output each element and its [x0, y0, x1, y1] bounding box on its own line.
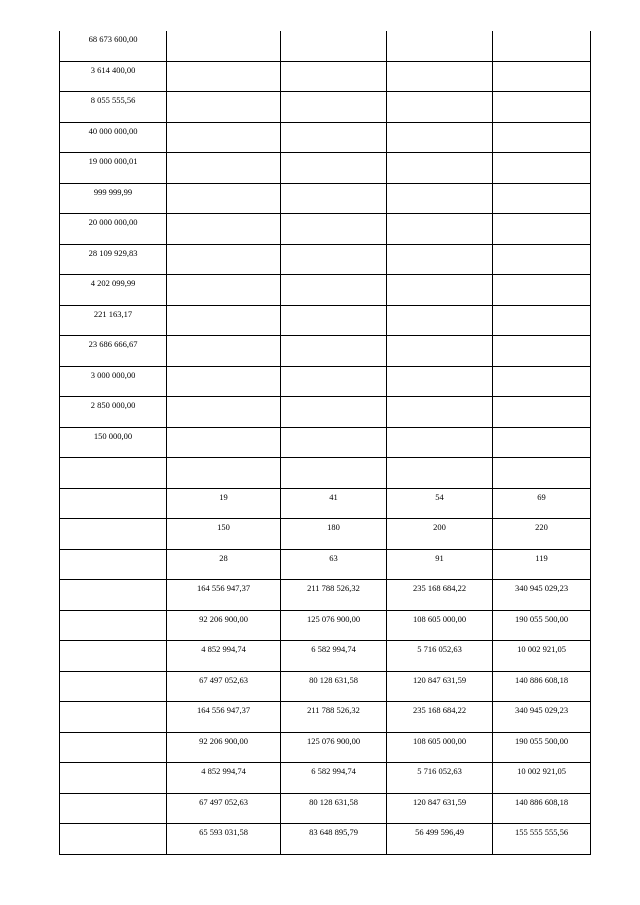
cell-value — [493, 62, 590, 64]
cell-value — [281, 31, 386, 33]
table-row — [60, 702, 591, 733]
table-cell — [387, 671, 493, 702]
table-cell — [167, 275, 281, 306]
table-cell — [493, 214, 591, 245]
cell-value — [387, 336, 492, 338]
cell-value: 235 168 684,22 — [412, 705, 467, 715]
table-row — [60, 153, 591, 184]
table-cell — [167, 305, 281, 336]
table-cell — [167, 793, 281, 824]
table-cell — [387, 366, 493, 397]
table-row — [60, 336, 591, 367]
cell-value: 68 673 600,00 — [88, 34, 138, 44]
cell-value — [167, 367, 280, 369]
cell-value — [60, 733, 166, 735]
cell-value: 4 202 099,99 — [90, 278, 136, 288]
cell-value: 211 788 526,32 — [307, 705, 360, 715]
data-table — [59, 31, 591, 855]
cell-value: 69 — [537, 491, 546, 502]
cell-value: 190 055 500,00 — [514, 613, 569, 624]
table-cell — [167, 824, 281, 855]
cell-value: 340 945 029,23 — [514, 583, 569, 593]
table-row — [60, 427, 591, 458]
table-cell — [167, 610, 281, 641]
table-cell — [167, 641, 281, 672]
table-cell — [493, 519, 591, 550]
table-cell — [281, 488, 387, 519]
cell-value: 211 788 526,32 — [307, 583, 360, 593]
cell-value — [493, 92, 590, 94]
cell-value — [281, 336, 386, 338]
table-row — [60, 122, 591, 153]
cell-value — [387, 184, 492, 186]
table-cell — [493, 275, 591, 306]
table-cell — [281, 214, 387, 245]
table-row — [60, 458, 591, 489]
cell-value — [167, 397, 280, 399]
cell-value — [167, 31, 280, 33]
cell-value — [60, 824, 166, 826]
table-cell — [493, 580, 591, 611]
table-cell — [60, 427, 167, 458]
cell-value: 10 002 921,05 — [517, 766, 566, 776]
cell-value — [281, 367, 386, 369]
table-cell — [60, 122, 167, 153]
cell-value — [167, 62, 280, 64]
table-row — [60, 763, 591, 794]
cell-value: 4 852 994,74 — [201, 766, 246, 776]
cell-value — [387, 367, 492, 369]
table-cell — [387, 183, 493, 214]
cell-value: 83 648 895,79 — [309, 827, 358, 837]
cell-value — [493, 428, 590, 430]
table-cell — [167, 244, 281, 275]
cell-value — [387, 458, 492, 460]
cell-value: 19 — [219, 491, 228, 502]
cell-value — [281, 123, 386, 125]
cell-value: 5 716 052,63 — [417, 644, 462, 654]
table-row — [60, 275, 591, 306]
cell-value: 155 555 555,56 — [514, 827, 569, 837]
table-row — [60, 31, 591, 61]
table-cell — [167, 153, 281, 184]
table-cell — [493, 244, 591, 275]
table-cell — [167, 458, 281, 489]
table-cell — [387, 92, 493, 123]
cell-value — [167, 92, 280, 94]
cell-value: 56 499 596,49 — [415, 827, 464, 837]
table-row — [60, 641, 591, 672]
cell-value: 6 582 994,74 — [311, 766, 356, 776]
cell-value — [387, 397, 492, 399]
table-cell — [281, 366, 387, 397]
table-row — [60, 549, 591, 580]
cell-value — [281, 458, 386, 460]
table-cell — [281, 427, 387, 458]
cell-value: 164 556 947,37 — [196, 705, 251, 715]
cell-value: 140 886 608,18 — [514, 674, 569, 685]
cell-value: 6 582 994,74 — [311, 644, 356, 654]
table-cell — [281, 61, 387, 92]
table-cell — [281, 580, 387, 611]
table-cell — [493, 824, 591, 855]
cell-value — [493, 123, 590, 125]
table-cell — [60, 671, 167, 702]
table-row — [60, 92, 591, 123]
cell-value: 164 556 947,37 — [196, 583, 251, 593]
cell-value: 340 945 029,23 — [514, 705, 569, 715]
table-cell — [493, 610, 591, 641]
cell-value: 28 — [219, 552, 228, 563]
table-cell — [387, 397, 493, 428]
table-cell — [493, 153, 591, 184]
cell-value — [167, 153, 280, 155]
table-cell — [60, 732, 167, 763]
table-cell — [167, 397, 281, 428]
table-row — [60, 183, 591, 214]
cell-value: 10 002 921,05 — [517, 644, 566, 654]
table-cell — [493, 92, 591, 123]
cell-value — [60, 489, 166, 491]
cell-value: 65 593 031,58 — [199, 827, 248, 837]
table-cell — [60, 488, 167, 519]
table-cell — [387, 336, 493, 367]
cell-value: 140 886 608,18 — [514, 796, 569, 807]
cell-value — [493, 306, 590, 308]
table-cell — [60, 702, 167, 733]
table-cell — [60, 153, 167, 184]
cell-value: 28 109 929,83 — [88, 247, 138, 258]
table-cell — [167, 519, 281, 550]
cell-value — [60, 611, 166, 613]
cell-value — [387, 62, 492, 64]
table-row — [60, 61, 591, 92]
table-cell — [281, 122, 387, 153]
table-cell — [60, 793, 167, 824]
table-cell — [493, 183, 591, 214]
table-cell — [493, 763, 591, 794]
cell-value — [387, 214, 492, 216]
cell-value — [167, 275, 280, 277]
table-cell — [60, 275, 167, 306]
cell-value — [387, 275, 492, 277]
table-cell — [281, 763, 387, 794]
cell-value — [281, 184, 386, 186]
cell-value — [167, 214, 280, 216]
table-cell — [167, 92, 281, 123]
cell-value: 41 — [329, 491, 338, 502]
table-cell — [493, 488, 591, 519]
cell-value: 108 605 000,00 — [412, 613, 467, 624]
cell-value — [167, 123, 280, 125]
cell-value — [493, 275, 590, 277]
table-cell — [387, 610, 493, 641]
cell-value — [281, 306, 386, 308]
cell-value — [60, 641, 166, 643]
table-cell — [167, 183, 281, 214]
table-cell — [493, 732, 591, 763]
table-cell — [493, 671, 591, 702]
cell-value: 5 716 052,63 — [417, 766, 462, 776]
table-cell — [167, 336, 281, 367]
cell-value: 221 163,17 — [93, 308, 133, 319]
table-cell — [281, 732, 387, 763]
cell-value: 91 — [435, 552, 444, 563]
table-cell — [281, 397, 387, 428]
cell-value: 20 000 000,00 — [88, 217, 138, 227]
table-cell — [60, 641, 167, 672]
cell-value — [493, 184, 590, 186]
table-cell — [387, 580, 493, 611]
cell-value — [60, 580, 166, 582]
table-cell — [60, 519, 167, 550]
cell-value: 54 — [435, 491, 444, 502]
table-cell — [387, 275, 493, 306]
table-cell — [493, 122, 591, 153]
cell-value — [281, 92, 386, 94]
cell-value: 200 — [433, 522, 446, 532]
cell-value: 190 055 500,00 — [514, 735, 569, 746]
table-cell — [281, 702, 387, 733]
table-cell — [60, 824, 167, 855]
cell-value: 19 000 000,01 — [88, 156, 138, 166]
table-cell — [60, 458, 167, 489]
cell-value — [493, 214, 590, 216]
table-cell — [167, 549, 281, 580]
table-cell — [387, 549, 493, 580]
cell-value — [387, 428, 492, 430]
table-cell — [387, 214, 493, 245]
table-row — [60, 671, 591, 702]
cell-value — [60, 794, 166, 796]
cell-value — [167, 428, 280, 430]
table-cell — [281, 153, 387, 184]
cell-value: 92 206 900,00 — [199, 735, 248, 746]
table-cell — [167, 580, 281, 611]
cell-value — [60, 519, 166, 521]
cell-value — [281, 62, 386, 64]
table-cell — [387, 153, 493, 184]
table-cell — [60, 61, 167, 92]
cell-value — [387, 31, 492, 33]
table-cell — [60, 610, 167, 641]
cell-value: 150 000,00 — [93, 430, 133, 441]
table-cell — [387, 305, 493, 336]
cell-value: 120 847 631,59 — [412, 796, 467, 807]
table-cell — [60, 397, 167, 428]
table-cell — [493, 61, 591, 92]
cell-value: 80 128 631,58 — [309, 796, 358, 807]
cell-value — [167, 306, 280, 308]
cell-value: 180 — [327, 522, 340, 532]
table-cell — [167, 122, 281, 153]
cell-value: 4 852 994,74 — [201, 644, 246, 654]
table-cell — [387, 519, 493, 550]
table-cell — [281, 31, 387, 61]
table-body — [60, 31, 591, 854]
cell-value — [493, 31, 590, 33]
table-row — [60, 519, 591, 550]
table-cell — [387, 122, 493, 153]
cell-value — [281, 153, 386, 155]
cell-value: 3 614 400,00 — [90, 64, 136, 75]
table-cell — [60, 580, 167, 611]
cell-value: 67 497 052,63 — [199, 796, 248, 807]
cell-value — [493, 336, 590, 338]
table-cell — [167, 31, 281, 61]
cell-value — [281, 397, 386, 399]
table-cell — [281, 549, 387, 580]
table-cell — [387, 244, 493, 275]
table-cell — [281, 641, 387, 672]
cell-value — [167, 458, 280, 460]
cell-value: 92 206 900,00 — [199, 613, 248, 624]
table-cell — [387, 732, 493, 763]
table-cell — [60, 214, 167, 245]
table-cell — [60, 244, 167, 275]
table-row — [60, 397, 591, 428]
cell-value — [493, 153, 590, 155]
table-cell — [387, 61, 493, 92]
table-cell — [281, 336, 387, 367]
table-cell — [493, 336, 591, 367]
table-cell — [281, 244, 387, 275]
table-cell — [493, 366, 591, 397]
cell-value — [387, 306, 492, 308]
table-cell — [60, 31, 167, 61]
table-cell — [493, 641, 591, 672]
cell-value — [60, 763, 166, 765]
table-cell — [387, 488, 493, 519]
cell-value — [493, 367, 590, 369]
table-cell — [60, 763, 167, 794]
table-cell — [281, 275, 387, 306]
cell-value: 150 — [217, 522, 230, 532]
table-cell — [167, 488, 281, 519]
cell-value — [281, 428, 386, 430]
cell-value: 40 000 000,00 — [88, 125, 138, 136]
table-row — [60, 580, 591, 611]
cell-value — [60, 702, 166, 704]
table-row — [60, 732, 591, 763]
table-cell — [493, 305, 591, 336]
cell-value: 999 999,99 — [93, 186, 133, 197]
table-cell — [493, 427, 591, 458]
cell-value: 8 055 555,56 — [90, 95, 136, 105]
table-cell — [387, 427, 493, 458]
table-cell — [281, 92, 387, 123]
cell-value — [281, 245, 386, 247]
table-cell — [493, 549, 591, 580]
cell-value: 120 847 631,59 — [412, 674, 467, 685]
table-cell — [281, 458, 387, 489]
table-cell — [60, 305, 167, 336]
cell-value: 235 168 684,22 — [412, 583, 467, 593]
table-cell — [60, 92, 167, 123]
table-row — [60, 610, 591, 641]
table-cell — [493, 458, 591, 489]
cell-value: 3 000 000,00 — [90, 369, 136, 380]
cell-value: 2 850 000,00 — [90, 400, 136, 410]
cell-value — [60, 458, 166, 460]
table-cell — [167, 702, 281, 733]
table-cell — [387, 793, 493, 824]
table-cell — [387, 31, 493, 61]
cell-value: 67 497 052,63 — [199, 674, 248, 685]
table-cell — [167, 366, 281, 397]
cell-value — [167, 184, 280, 186]
cell-value — [387, 153, 492, 155]
cell-value — [387, 92, 492, 94]
table-cell — [167, 61, 281, 92]
table-row — [60, 793, 591, 824]
table-cell — [493, 31, 591, 61]
table-cell — [60, 336, 167, 367]
table-cell — [281, 824, 387, 855]
table-row — [60, 244, 591, 275]
cell-value: 63 — [329, 552, 338, 563]
cell-value — [60, 672, 166, 674]
table-cell — [493, 397, 591, 428]
table-row — [60, 214, 591, 245]
table-cell — [167, 763, 281, 794]
table-row — [60, 488, 591, 519]
table-cell — [281, 610, 387, 641]
table-cell — [281, 305, 387, 336]
table-row — [60, 366, 591, 397]
table-cell — [60, 183, 167, 214]
cell-value: 125 076 900,00 — [306, 735, 361, 746]
table-cell — [281, 519, 387, 550]
cell-value — [387, 123, 492, 125]
cell-value — [167, 245, 280, 247]
table-cell — [281, 183, 387, 214]
table-cell — [387, 458, 493, 489]
cell-value: 125 076 900,00 — [306, 613, 361, 624]
cell-value — [387, 245, 492, 247]
table-row — [60, 824, 591, 855]
table-cell — [493, 702, 591, 733]
table-cell — [493, 793, 591, 824]
table-cell — [387, 702, 493, 733]
table-cell — [167, 214, 281, 245]
cell-value: 80 128 631,58 — [309, 674, 358, 685]
table-cell — [281, 671, 387, 702]
table-row — [60, 305, 591, 336]
cell-value — [493, 397, 590, 399]
table-cell — [167, 732, 281, 763]
table-cell — [60, 549, 167, 580]
cell-value — [167, 336, 280, 338]
table-cell — [167, 427, 281, 458]
table-cell — [167, 671, 281, 702]
cell-value: 108 605 000,00 — [412, 735, 467, 746]
table-cell — [387, 641, 493, 672]
cell-value — [493, 245, 590, 247]
cell-value — [281, 275, 386, 277]
cell-value: 119 — [535, 552, 548, 563]
table-cell — [387, 824, 493, 855]
cell-value — [493, 458, 590, 460]
cell-value — [60, 550, 166, 552]
cell-value — [281, 214, 386, 216]
cell-value: 220 — [535, 522, 548, 532]
table-cell — [60, 366, 167, 397]
table-cell — [281, 793, 387, 824]
table-cell — [387, 763, 493, 794]
cell-value: 23 686 666,67 — [88, 339, 138, 349]
